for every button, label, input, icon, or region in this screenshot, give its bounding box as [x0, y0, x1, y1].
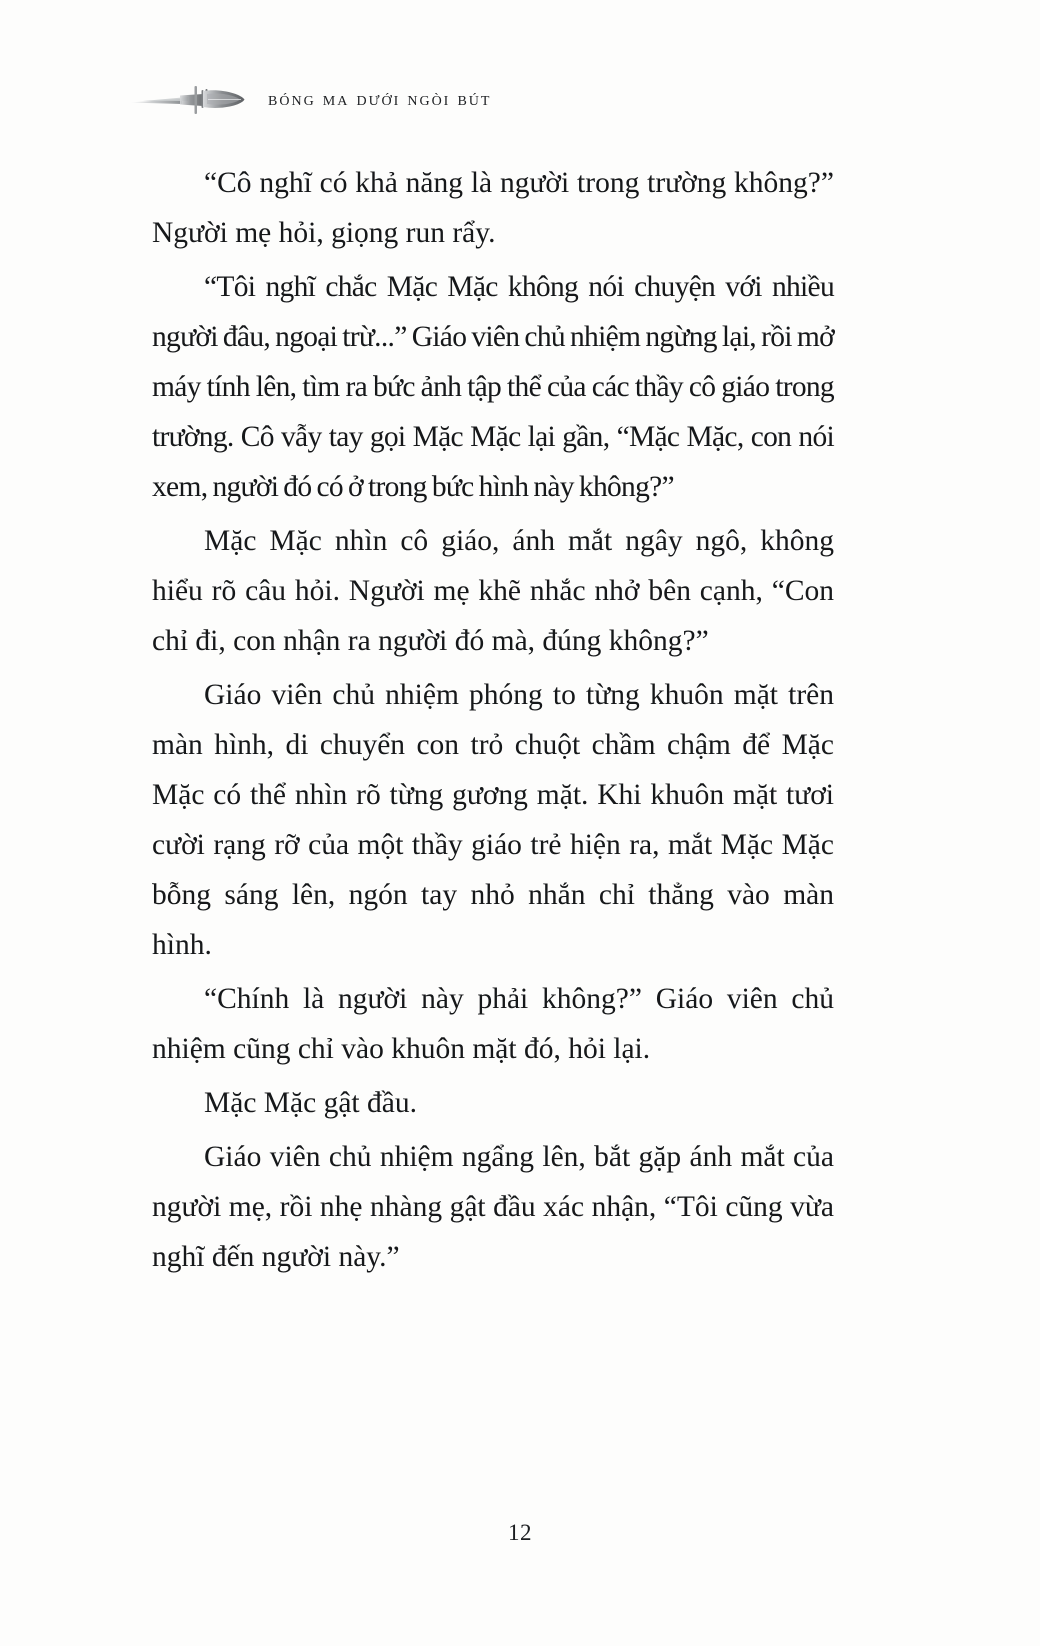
body-text — [152, 158, 834, 1282]
page-number: 12 — [508, 1520, 532, 1545]
running-header — [128, 76, 912, 122]
paragraph: Mặc Mặc nhìn cô giáo, ánh mắt ngây ngô, không hiểu rõ câu hỏi. Người mẹ khẽ nhắc nhở bên cạnh, “Con chỉ đi, con nhận ra người đó mà, đúng không?” — [152, 525, 834, 657]
running-title: bóng ma dưới ngòi bút — [268, 87, 492, 110]
paragraph: Mặc Mặc gật đầu. — [204, 1087, 417, 1119]
paragraph: Giáo viên chủ nhiệm ngẩng lên, bắt gặp ánh mắt của người mẹ, rồi nhẹ nhàng gật đầu xác nhận, “Tôi cũng vừa nghĩ đến người này.” — [152, 1141, 834, 1273]
paragraph: “Tôi nghĩ chắc Mặc Mặc không nói chuyện với nhiều người đâu, ngoại trừ...” Giáo viên chủ nhiệm ngừng lại, rồi mở máy tính lên, tìm ra bức ảnh tập thể của các thầy cô giáo trong trường. Cô vẫy tay gọi Mặc Mặc lại gần, “Mặc Mặc, con nói xem, người đó có ở trong bức hình này không?” — [152, 271, 834, 503]
paragraph: Giáo viên chủ nhiệm phóng to từng khuôn mặt trên màn hình, di chuyển con trỏ chuột chầm chậm để Mặc Mặc có thể nhìn rõ từng gương mặt. Khi khuôn mặt tươi cười rạng rỡ của một thầy giáo trẻ hiện ra, mắt Mặc Mặc bỗng sáng lên, ngón tay nhỏ nhắn chỉ thẳng vào màn hình. — [152, 679, 834, 961]
quill-pen-icon — [128, 79, 246, 119]
paragraph: “Cô nghĩ có khả năng là người trong trường không?” Người mẹ hỏi, giọng run rẩy. — [152, 167, 834, 249]
paragraph: “Chính là người này phải không?” Giáo viên chủ nhiệm cũng chỉ vào khuôn mặt đó, hỏi lại. — [152, 983, 834, 1065]
